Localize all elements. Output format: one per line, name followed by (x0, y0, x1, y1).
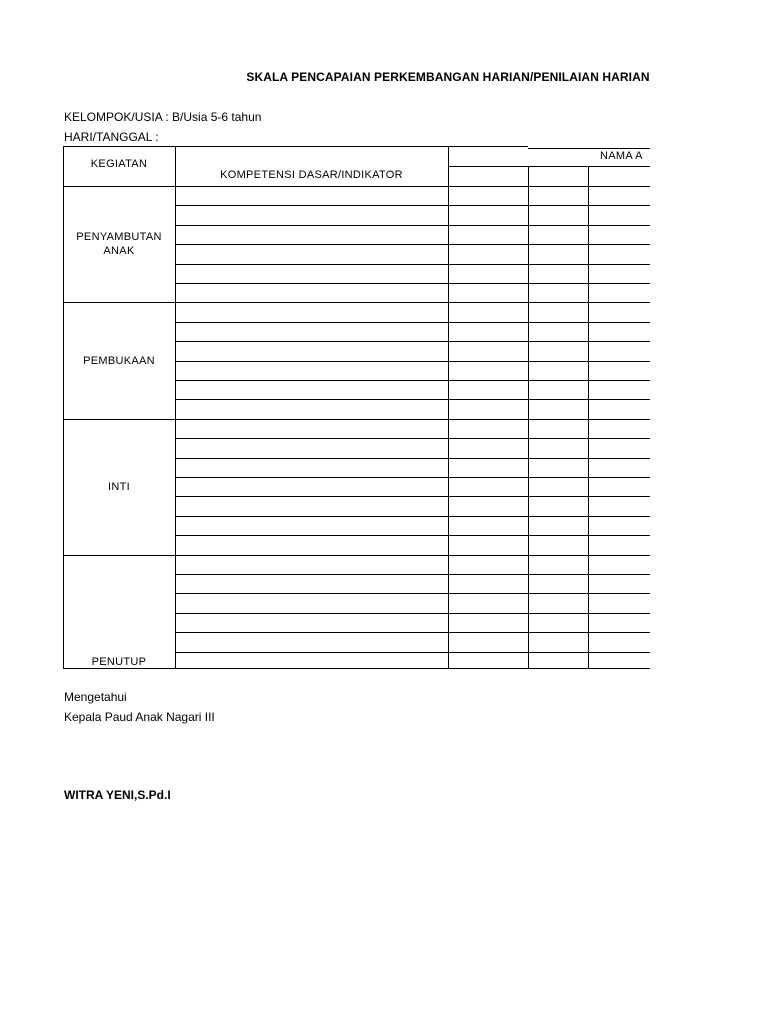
activity-label: PEMBUKAAN (83, 355, 155, 367)
kepala-label: Kepala Paud Anak Nagari III (64, 710, 215, 724)
row-line (175, 225, 650, 226)
nama-header-top (528, 148, 650, 149)
row-line (175, 322, 650, 323)
row-line (175, 264, 650, 265)
row-line (175, 341, 650, 342)
hari-tanggal-label: HARI/TANGGAL : (64, 130, 159, 144)
row-line (175, 477, 650, 478)
row-line (175, 613, 650, 614)
row-line (175, 593, 650, 594)
row-line (175, 496, 650, 497)
row-line (175, 380, 650, 381)
row-line (175, 458, 650, 459)
nama-subheader-line (448, 166, 650, 167)
header-bottom (63, 186, 650, 187)
row-line (175, 574, 650, 575)
header-kegiatan: KEGIATAN (90, 158, 148, 170)
signer-name: WITRA YENI,S.Pd.I (64, 788, 171, 802)
row-line (175, 438, 650, 439)
header-nama-anak: NAMA A (600, 150, 643, 162)
row-line (175, 361, 650, 362)
row-line (175, 652, 650, 653)
header-kompetensi: KOMPETENSI DASAR/INDIKATOR (220, 169, 403, 181)
row-line (175, 535, 650, 536)
kelompok-usia-label: KELOMPOK/USIA : B/Usia 5-6 tahun (64, 110, 262, 124)
assessment-table (63, 146, 650, 669)
row-line (175, 244, 650, 245)
table-border-top (63, 146, 528, 147)
table-border-left (63, 146, 64, 669)
row-line (175, 632, 650, 633)
activity-group-bottom (63, 419, 650, 420)
activity-label: PENYAMBUTAN ANAK (76, 231, 162, 257)
activity-group-bottom (63, 555, 650, 556)
activity-group-bottom (63, 302, 650, 303)
activity-label: INTI (108, 481, 130, 493)
row-line (175, 399, 650, 400)
mengetahui-label: Mengetahui (64, 690, 127, 704)
document-title: SKALA PENCAPAIAN PERKEMBANGAN HARIAN/PENILAIAN HARIAN (246, 70, 650, 84)
row-line (175, 283, 650, 284)
row-line (175, 205, 650, 206)
activity-label: PENUTUP (91, 656, 147, 668)
row-line (175, 516, 650, 517)
